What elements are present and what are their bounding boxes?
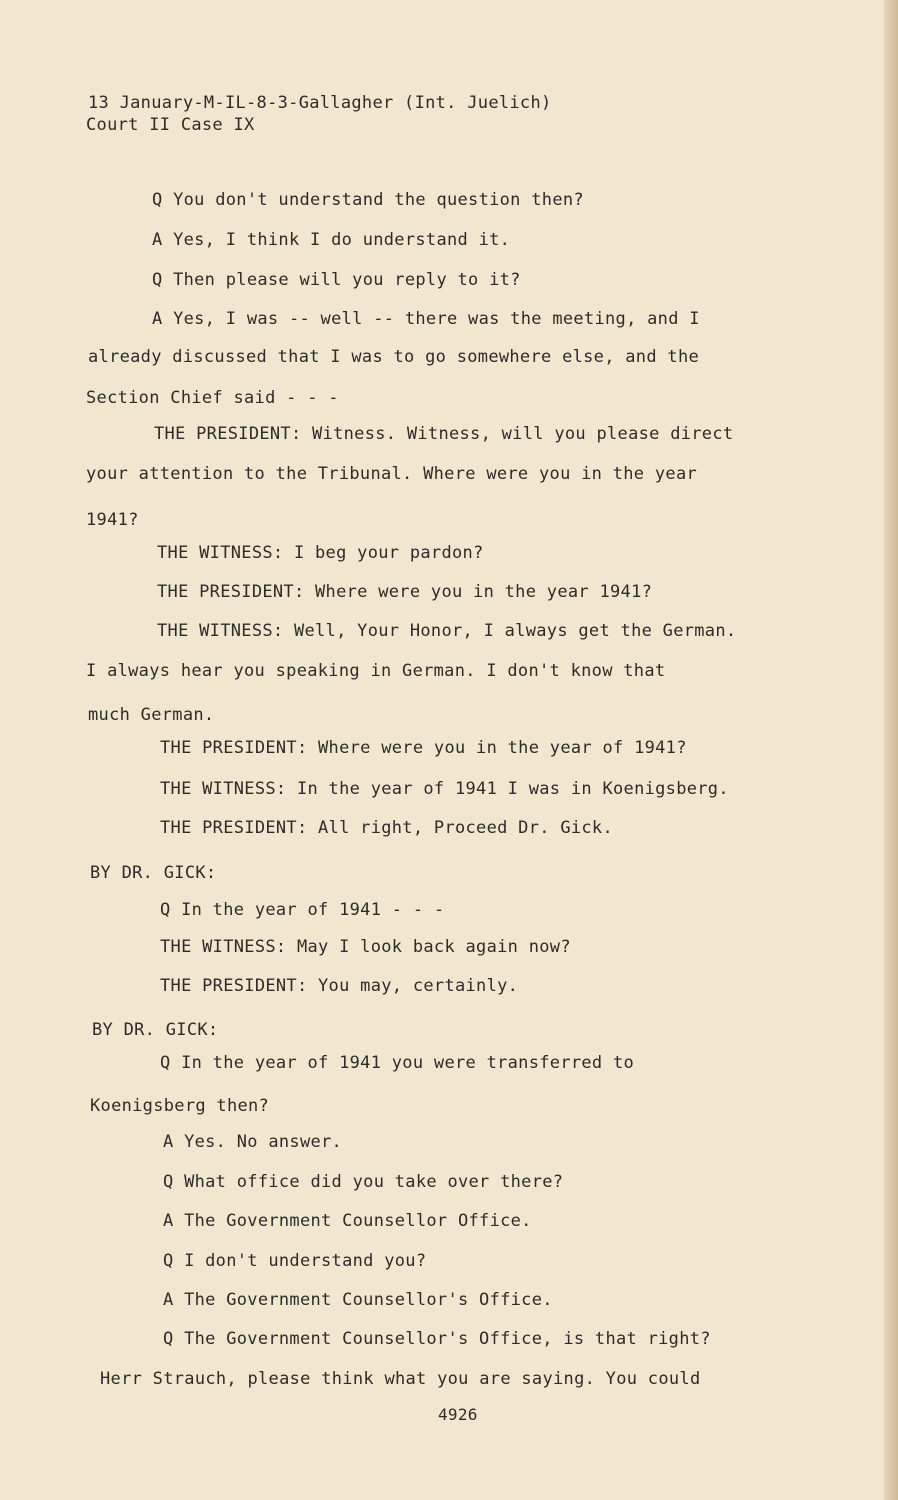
transcript-line: BY DR. GICK: bbox=[92, 1020, 219, 1040]
transcript-line: much German. bbox=[88, 705, 215, 725]
transcript-line: Herr Strauch, please think what you are saying. You could bbox=[100, 1369, 701, 1389]
header-line-2: Court II Case IX bbox=[86, 115, 255, 135]
transcript-line: Q In the year of 1941 - - - bbox=[160, 900, 445, 920]
transcript-line: Koenigsberg then? bbox=[90, 1096, 270, 1116]
transcript-line: A Yes. No answer. bbox=[163, 1132, 343, 1152]
transcript-line: A The Government Counsellor Office. bbox=[163, 1211, 532, 1231]
transcript-line: Q In the year of 1941 you were transferred to bbox=[160, 1053, 635, 1073]
page-number: 4926 bbox=[438, 1405, 478, 1424]
transcript-line: Q What office did you take over there? bbox=[163, 1172, 564, 1192]
transcript-line: Q You don't understand the question then? bbox=[152, 190, 584, 210]
transcript-line: THE PRESIDENT: Where were you in the year of 1941? bbox=[160, 738, 687, 758]
transcript-line: already discussed that I was to go somewhere else, and the bbox=[88, 347, 700, 367]
transcript-line: A Yes, I think I do understand it. bbox=[152, 230, 511, 250]
transcript-line: I always hear you speaking in German. I don't know that bbox=[86, 661, 666, 681]
transcript-line: THE PRESIDENT: All right, Proceed Dr. Gick. bbox=[160, 818, 613, 838]
transcript-line: Q Then please will you reply to it? bbox=[152, 270, 521, 290]
page-edge bbox=[884, 0, 898, 1500]
transcript-line: Q I don't understand you? bbox=[163, 1251, 427, 1271]
transcript-line: THE WITNESS: In the year of 1941 I was in Koenigsberg. bbox=[160, 779, 729, 799]
transcript-line: your attention to the Tribunal. Where were you in the year bbox=[86, 464, 698, 484]
transcript-line: 1941? bbox=[86, 510, 139, 530]
transcript-line: A Yes, I was -- well -- there was the meeting, and I bbox=[152, 309, 700, 329]
header-line-1: 13 January-M-IL-8-3-Gallagher (Int. Juelich) bbox=[88, 93, 552, 113]
transcript-line: BY DR. GICK: bbox=[90, 863, 217, 883]
transcript-line: Q The Government Counsellor's Office, is that right? bbox=[163, 1329, 711, 1349]
transcript-line: THE PRESIDENT: Witness. Witness, will you please direct bbox=[154, 424, 734, 444]
transcript-line: A The Government Counsellor's Office. bbox=[163, 1290, 553, 1310]
transcript-line: Section Chief said - - - bbox=[86, 388, 339, 408]
transcript-line: THE WITNESS: Well, Your Honor, I always get the German. bbox=[157, 621, 737, 641]
transcript-line: THE WITNESS: I beg your pardon? bbox=[157, 543, 484, 563]
transcript-line: THE WITNESS: May I look back again now? bbox=[160, 937, 571, 957]
transcript-line: THE PRESIDENT: You may, certainly. bbox=[160, 976, 519, 996]
transcript-line: THE PRESIDENT: Where were you in the year 1941? bbox=[157, 582, 653, 602]
